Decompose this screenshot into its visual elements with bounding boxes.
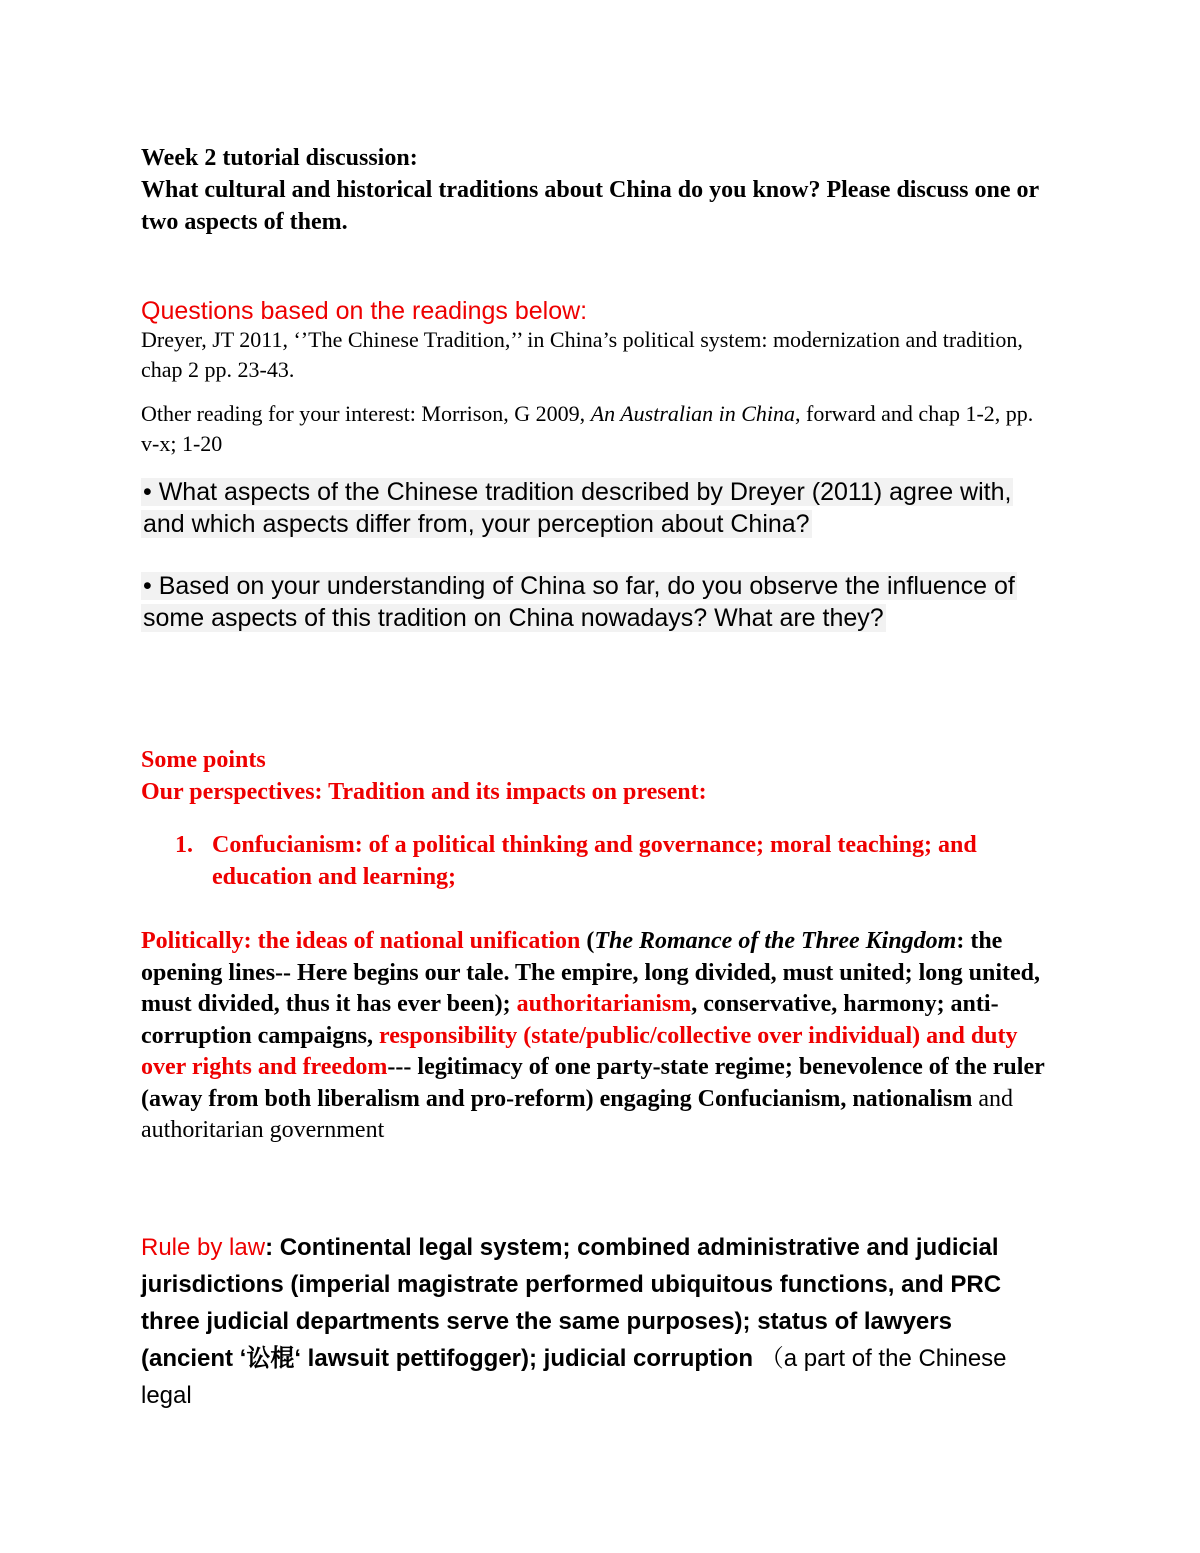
rule-by-law-label: Rule by law: [141, 1234, 266, 1261]
authoritarian-government-text: and authoritarian government: [141, 1085, 1014, 1143]
rule-by-law-paragraph: [141, 1229, 1050, 1414]
politically-label: Politically: the ideas of national unification: [141, 928, 581, 954]
readings-heading: Questions based on the readings below:: [141, 297, 588, 325]
book-title: The Romance of the Three Kingdom: [594, 928, 957, 954]
morrison-reference: [141, 399, 1050, 459]
dreyer-reference: Dreyer, JT 2011, ‘’The Chinese Tradition,’’ in China’s political system: modernization and tradition, chap 2 pp. 23-43.: [141, 327, 1023, 382]
legitimacy-text: --- legitimacy of one party-state regime; benevolence of the ruler (away from both liberalism and pro-reform) engaging Confucianism, nationalism: [141, 1054, 1045, 1112]
morrison-suffix: , forward and chap 1-2, pp. v-x; 1-20: [141, 401, 1034, 456]
perspectives-heading: Our perspectives: Tradition and its impacts on present:: [141, 779, 707, 805]
week-title: Week 2 tutorial discussion:: [141, 145, 418, 171]
list-item: [175, 829, 1050, 893]
conservative-text: , conservative, harmony; anti-corruption campaigns,: [141, 991, 999, 1049]
points-block: [141, 744, 1050, 808]
question-1: [141, 476, 1050, 540]
paren-open: (: [580, 928, 595, 954]
question-2-text: • Based on your understanding of China so far, do you observe the influence of some aspects of this tradition on China nowadays? What are they?: [143, 572, 1015, 632]
rule-by-law-text: : Continental legal system; combined administrative and judicial jurisdictions (imperial magistrate performed ubiquitous functions, and PRC three judicial departments serve the same purposes); status of lawyers (ancient ‘讼棍‘ lawsuit pettifogger); judicial corruption: [141, 1234, 1002, 1372]
list-item-text: Confucianism: of a political thinking and governance; moral teaching; and education and learning;: [212, 832, 977, 890]
intro-block: [141, 142, 1050, 238]
morrison-prefix: Other reading for your interest: Morrison, G 2009,: [141, 401, 591, 426]
responsibility-term: responsibility (state/public/collective over individual) and duty over rights and freedom: [141, 1022, 1018, 1080]
authoritarianism-term: authoritarianism: [516, 991, 692, 1017]
list-item-number: 1.: [175, 832, 193, 858]
rule-by-law-tail: （a part of the Chinese legal: [141, 1345, 1007, 1409]
points-title: Some points: [141, 747, 266, 773]
politically-paragraph: [141, 926, 1050, 1147]
opening-lines-text: : the opening lines-- Here begins our tale. The empire, long divided, must united; long united, must divided, thus it has ever been);: [141, 928, 1040, 1017]
question-2: [141, 570, 1050, 634]
discussion-question: What cultural and historical traditions about China do you know? Please discuss one or two aspects of them.: [141, 177, 1039, 235]
question-1-text: • What aspects of the Chinese tradition described by Dreyer (2011) agree with, and which aspects differ from, your perception about China?: [143, 478, 1012, 538]
morrison-book-title: An Australian in China: [590, 401, 796, 426]
